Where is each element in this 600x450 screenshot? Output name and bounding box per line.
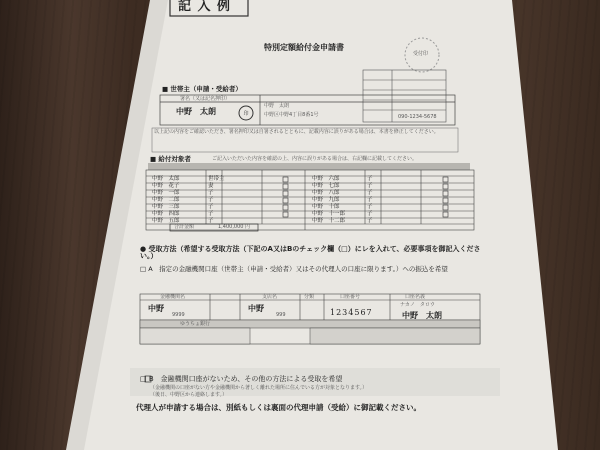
branch-code: 999	[276, 312, 286, 318]
member-relation: 子	[208, 211, 214, 217]
account-holder-header: 口座名義	[405, 294, 426, 300]
total-amount: 1,400,000 円	[218, 224, 251, 230]
bank-header: 金融機関名	[160, 294, 186, 300]
form-title: 特別定額給付金申請書	[264, 43, 344, 52]
signature-label: 署名（又は記名押印）	[180, 96, 231, 102]
account-number: 1234567	[330, 308, 373, 317]
member-relation: 子	[367, 204, 373, 210]
option-b: □ B 金融機関口座がないため、その他の方法による受取を希望	[140, 375, 343, 383]
applicant-name: 中野 太朗	[176, 106, 216, 116]
option-a: □ A 指定の金融機関口座（世帯主（申請・受給者）又はその代理人の口座に限ります。）への振込を希望	[140, 265, 448, 273]
applicant-phone: 090-1234-5678	[398, 114, 437, 120]
member-name: 中野 花子	[152, 183, 180, 189]
member-relation: 世帯主	[208, 176, 225, 182]
branch-header: 支店名	[262, 294, 278, 300]
member-name: 中野 十二郎	[312, 218, 346, 224]
total-label: 合計金額	[174, 224, 195, 230]
option-b-note2: （後日、中野区から連絡します。）	[150, 392, 228, 398]
member-name: 中野 四郎	[152, 211, 180, 217]
member-name: 中野 九郎	[312, 197, 340, 203]
member-name: 中野 二郎	[152, 197, 180, 203]
member-relation: 子	[367, 197, 373, 203]
option-b-note: （金融機関の口座がない方や金融機関から著しく離れた場所に住んでいる方が対象となります。）	[150, 385, 368, 391]
sample-stamp-label: 記 入 例	[178, 0, 232, 14]
receipt-label: 受付印	[413, 51, 429, 57]
bank-name: 中野	[148, 303, 164, 313]
member-relation: 子	[208, 204, 214, 210]
holder-kana: ナカノ タロウ	[400, 302, 435, 308]
member-relation: 子	[208, 190, 214, 196]
section3-title: ● 受取方法（希望する受取方法（下記のA又はBのチェック欄（□）にレを入れて、必要事項を御記入ください。）	[140, 245, 481, 260]
applicant-kana: 中野 太朗	[264, 103, 290, 109]
svg-text:印: 印	[243, 111, 249, 117]
section2-note: ご記入いただいた内容を確認の上、内容に誤りがある場合は、右記欄に記載してください。	[212, 156, 418, 162]
member-name: 中野 七郎	[312, 183, 340, 189]
member-name: 中野 太郎	[152, 176, 180, 182]
member-name: 中野 五郎	[152, 218, 180, 224]
member-name: 中野 三郎	[152, 204, 180, 210]
member-relation: 子	[367, 190, 373, 196]
applicant-address: 中野区中野4丁目8番1号	[264, 112, 319, 118]
member-relation: 妻	[208, 183, 214, 189]
yucho-label: ゆうちょ銀行	[180, 321, 211, 327]
section2-title: ■ 給付対象者	[150, 155, 191, 163]
section1-title: ■ 世帯主（申請・受給者）	[162, 85, 242, 93]
member-relation: 子	[367, 176, 373, 182]
member-relation: 子	[367, 218, 373, 224]
holder-name: 中野 太朗	[402, 310, 442, 320]
member-name: 中野 八郎	[312, 190, 340, 196]
member-relation: 子	[208, 218, 214, 224]
notice-text: 以上記の内容をご確認いただき、署名押印又は自署されるとともに、記載内容に誤りがある場合は、本書を修正してください。	[154, 129, 439, 135]
member-relation: 子	[367, 211, 373, 217]
member-name: 中野 一郎	[152, 190, 180, 196]
footer-note: 代理人が申請する場合は、別紙もしくは裏面の代理申請（受給）に御記載ください。	[136, 403, 421, 412]
account-type-header: 分類	[304, 294, 315, 300]
member-name: 中野 十郎	[312, 204, 340, 210]
member-name: 中野 六郎	[312, 176, 340, 182]
branch-name: 中野	[248, 303, 264, 313]
account-number-header: 口座番号	[340, 294, 361, 300]
member-relation: 子	[208, 197, 214, 203]
member-name: 中野 十一郎	[312, 211, 346, 217]
member-relation: 子	[367, 183, 373, 189]
bank-code: 9999	[172, 312, 185, 318]
